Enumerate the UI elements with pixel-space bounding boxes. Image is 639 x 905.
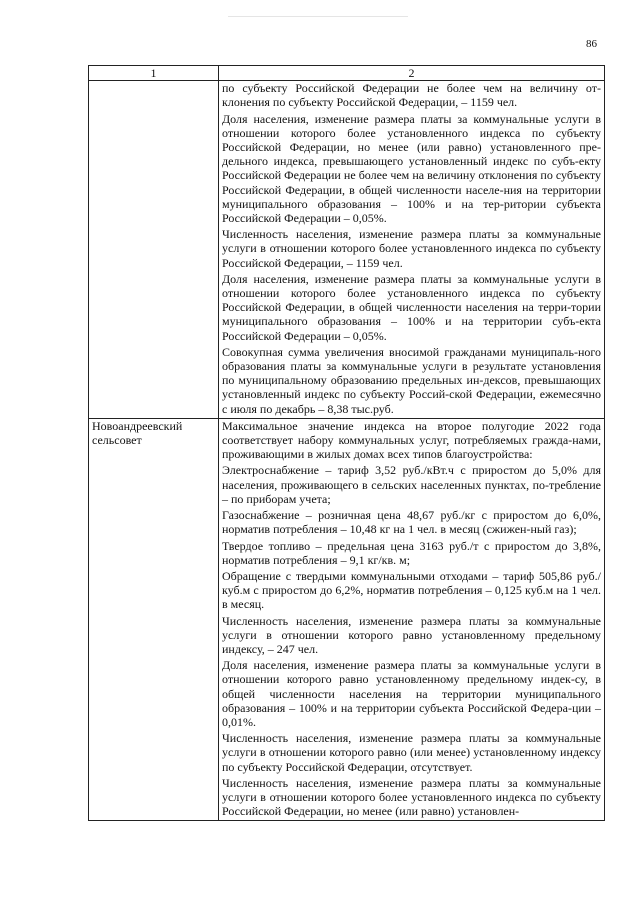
paragraph: Численность населения, изменение размера платы за коммунальные услуги в отношении которого более установленного индекса по субъекту Российской Федерации, – 1159 чел. (222, 227, 601, 270)
header-col-2: 2 (219, 66, 605, 81)
municipality-name (89, 81, 219, 419)
row-content (219, 81, 605, 419)
paragraph: Доля населения, изменение размера платы за коммунальные услуги в отношении которого более установленного индекса по субъекту Российской Федерации, но менее (или равно) установленного пре-дельного индекса, превышающего установленный индекс по субъ-екту Российской Федерации не более чем на величину отклонения по субъекту Российской Федерации, в общей численности населе-ния на территории муниципального образования – 100% и на тер-ритории субъекта Российской Федерации – 0,05%. (222, 111, 601, 226)
page-number: 86 (586, 38, 597, 50)
paragraph: Доля населения, изменение размера платы за коммунальные услуги в отношении которого равно установленному предельному индек-су, в общей численности населения на территории муниципального образования – 100% и на территории субъекта Российской Федера-ции – 0,01%. (222, 658, 601, 729)
table-row (89, 81, 605, 419)
paragraph: Доля населения, изменение размера платы за коммунальные услуги в отношении которого более установленного индекса по субъекту Российской Федерации, в общей численности населения на терри-тории муниципального образования – 100% и на территории субъ-екта Российской Федерации – 0,05%. (222, 271, 601, 343)
row-content (219, 418, 605, 820)
scan-artifact-line (228, 16, 408, 17)
paragraph: Электроснабжение – тариф 3,52 руб./кВт.ч с приростом до 5,0% для населения, проживающего в сельских населенных пунктах, по-требление – по приборам учета; (222, 463, 601, 506)
paragraph: Твердое топливо – предельная цена 3163 руб./т с приростом до 3,8%, норматив потребления – 9,1 кг/кв. м; (222, 538, 601, 567)
table-row (89, 418, 605, 820)
paragraph: Численность населения, изменение размера платы за коммунальные услуги в отношении которого более установленного индекса по субъекту Российской Федерации, но менее (или равно) установлен- (222, 775, 601, 819)
paragraph: Численность населения, изменение размера платы за коммунальные услуги в отношении которого равно (или менее) установленному индексу по субъекту Российской Федерации, отсутствует. (222, 731, 601, 774)
paragraph: Обращение с твердыми коммунальными отходами – тариф 505,86 руб./куб.м с приростом до 6,2%, норматив потребления – 0,125 куб.м на 1 чел. в месяц. (222, 568, 601, 612)
document-table (88, 65, 605, 821)
table-header-row (89, 66, 605, 81)
header-col-1: 1 (89, 66, 219, 81)
paragraph: Газоснабжение – розничная цена 48,67 руб./кг с приростом до 6,0%, норматив потребления – 10,48 кг на 1 чел. в месяц (сжижен-ный газ); (222, 508, 601, 537)
paragraph: Максимальное значение индекса на второе полугодие 2022 года соответствует набору коммунальных услуг, потребляемых гражда-нами, проживающими в жилых домах всех типов благоустройства: (222, 418, 601, 462)
paragraph: Совокупная сумма увеличения вносимой гражданами муниципаль-ного образования платы за коммунальные услуги в результате установления по муниципальному образованию предельных ин-дексов, превышающих установленный индекс по субъекту Россий-ской Федерации, ежемесячно с июля по декабрь – 8,38 тыс.руб. (222, 344, 601, 416)
municipality-name: Новоандреевский сельсовет (89, 418, 219, 820)
paragraph: по субъекту Российской Федерации не более чем на величину от-клонения по субъекту Российской Федерации, – 1159 чел. (222, 81, 601, 110)
paragraph: Численность населения, изменение размера платы за коммунальные услуги в отношении которого равно установленному предельному индексу, – 247 чел. (222, 613, 601, 656)
